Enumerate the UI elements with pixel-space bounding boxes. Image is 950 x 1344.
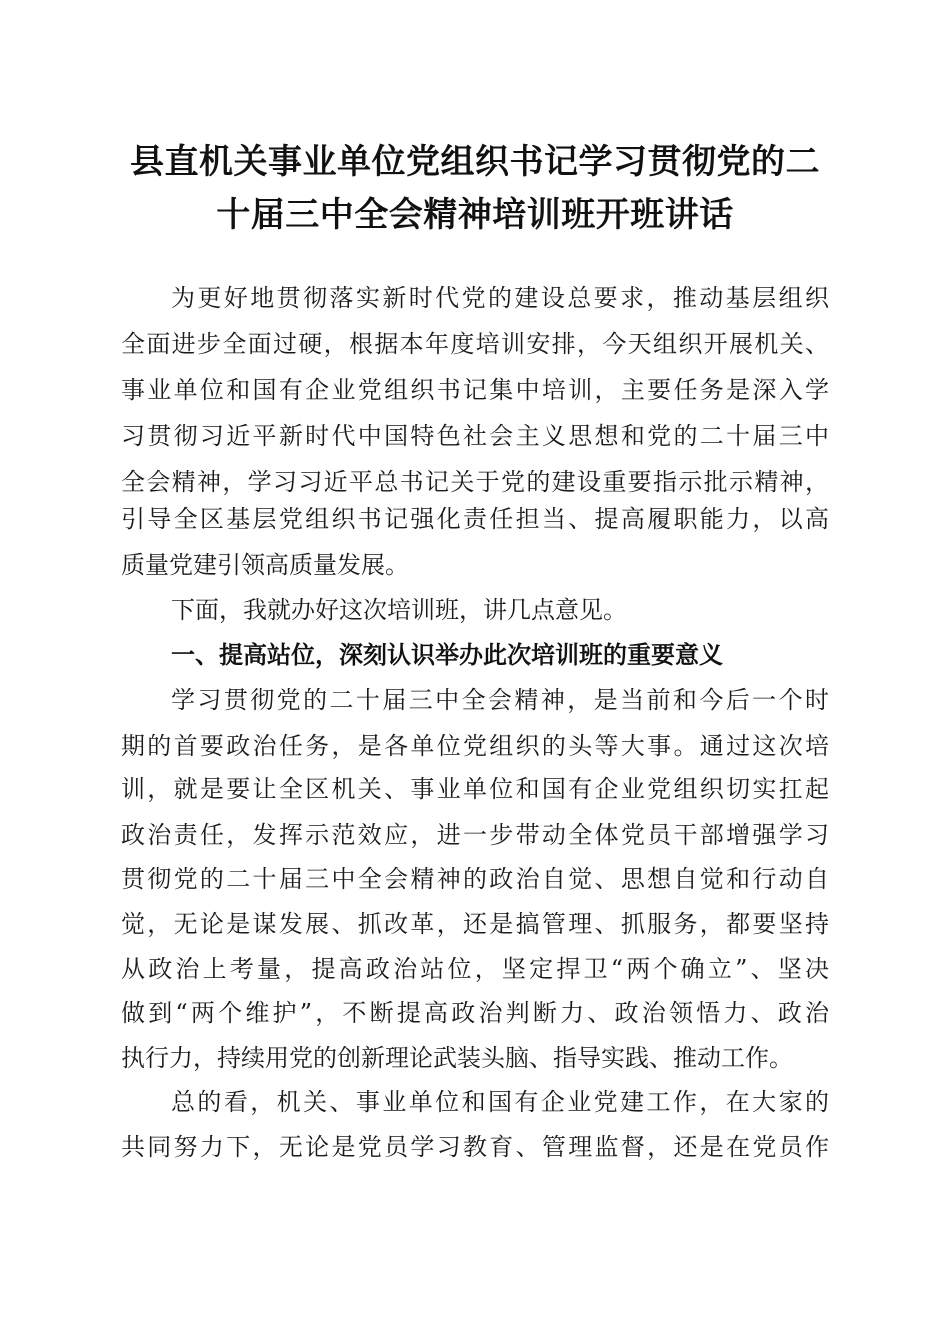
paragraph-1-line-6: 引导全区基层党组织书记强化责任担当、提高履职能力，以高 (121, 505, 829, 533)
paragraph-3-line-8: 做到“两个维护”，不断提高政治判断力、政治领悟力、政治 (121, 999, 829, 1027)
paragraph-1-line-5: 全会精神，学习习近平总书记关于党的建设重要指示批示精神， (121, 468, 829, 496)
paragraph-1-line-3: 事业单位和国有企业党组织书记集中培训，主要任务是深入学 (121, 376, 829, 404)
paragraph-3-line-2: 期的首要政治任务，是各单位党组织的头等大事。通过这次培 (121, 732, 829, 760)
paragraph-4-line-2: 共同努力下，无论是党员学习教育、管理监督，还是在党员作 (121, 1133, 829, 1161)
paragraph-3-line-3: 训，就是要让全区机关、事业单位和国有企业党组织切实扛起 (121, 775, 829, 803)
paragraph-1-line-2: 全面进步全面过硬，根据本年度培训安排，今天组织开展机关、 (121, 330, 829, 358)
paragraph-3-line-1: 学习贯彻党的二十届三中全会精神，是当前和今后一个时 (171, 686, 829, 714)
document-title-line-1: 县直机关事业单位党组织书记学习贯彻党的二 (130, 142, 820, 182)
paragraph-3-line-5: 贯彻党的二十届三中全会精神的政治自觉、思想自觉和行动自 (121, 865, 829, 893)
paragraph-1-line-1: 为更好地贯彻落实新时代党的建设总要求，推动基层组织 (171, 284, 829, 312)
paragraph-1-line-7: 质量党建引领高质量发展。 (121, 551, 409, 579)
paragraph-3-line-4: 政治责任，发挥示范效应，进一步带动全体党员干部增强学习 (121, 821, 829, 849)
section-heading-1: 一、提高站位，深刻认识举办此次培训班的重要意义 (171, 641, 723, 669)
paragraph-2-line-1: 下面，我就办好这次培训班，讲几点意见。 (171, 596, 627, 624)
paragraph-3-line-7: 从政治上考量，提高政治站位，坚定捍卫“两个确立”、坚决 (121, 955, 829, 983)
paragraph-4-line-1: 总的看，机关、事业单位和国有企业党建工作，在大家的 (171, 1088, 829, 1116)
paragraph-3-line-9: 执行力，持续用党的创新理论武装头脑、指导实践、推动工作。 (121, 1044, 793, 1072)
paragraph-3-line-6: 觉，无论是谋发展、抓改革，还是搞管理、抓服务，都要坚持 (121, 910, 829, 938)
document-title-line-2: 十届三中全会精神培训班开班讲话 (216, 195, 734, 235)
paragraph-1-line-4: 习贯彻习近平新时代中国特色社会主义思想和党的二十届三中 (121, 422, 829, 450)
